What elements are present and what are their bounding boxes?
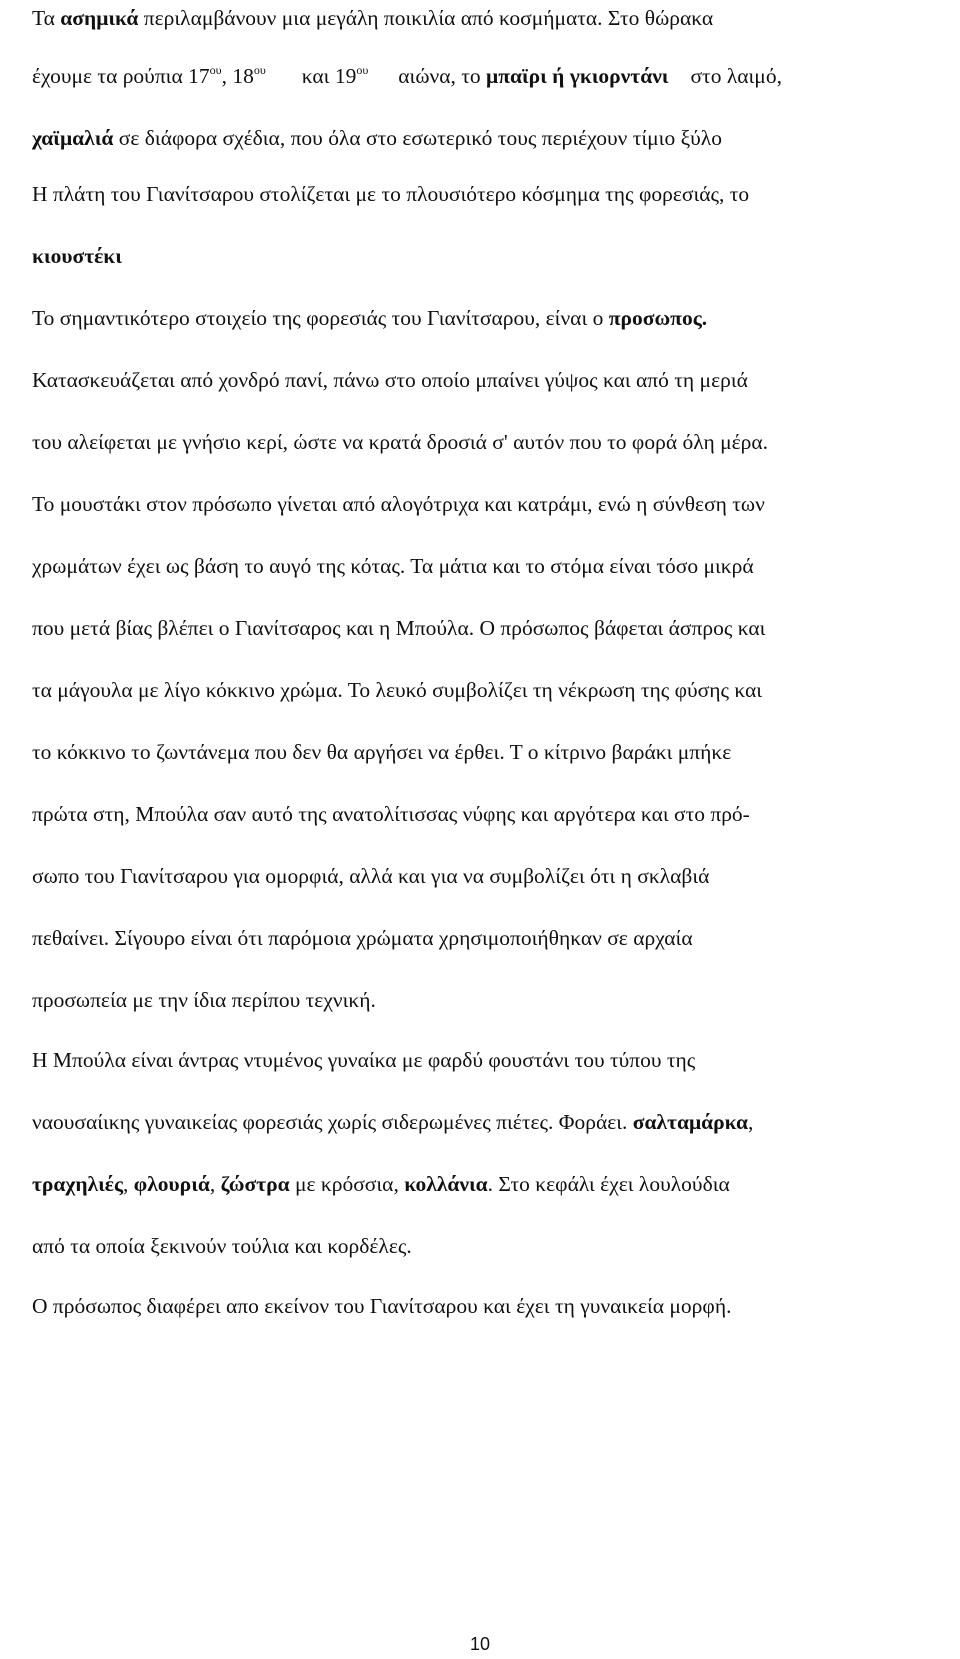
text-run: ναουσαίικης γυναικείας φορεσιάς χωρίς σιδερωμένες πιέτες. Φοράει. [32, 1110, 633, 1134]
text-line: πεθαίνει. Σίγουρο είναι ότι παρόμοια χρώματα χρησιμοποιήθηκαν σε αρχαία [32, 926, 693, 950]
text-run: . Στο κεφάλι έχει λουλούδια [487, 1172, 730, 1196]
bold-term: ζώστρα [220, 1172, 290, 1196]
superscript: ου [356, 63, 369, 77]
text-line [32, 124, 722, 152]
bold-term: προσωπος. [608, 306, 708, 330]
text-run: , [747, 1110, 754, 1134]
bold-term: μπαϊρι ή γκιορντάνι [486, 64, 669, 88]
text-line: Η Μπούλα είναι άντρας ντυμένος γυναίκα με φαρδύ φουστάνι του τύπου της [32, 1048, 696, 1072]
text-run: και 19 [301, 64, 357, 88]
text-run: με κρόσσια, [289, 1172, 405, 1196]
text-line: προσωπεία με την ίδια περίπου τεχνική. [32, 988, 376, 1012]
text-line [32, 304, 707, 332]
text-line: το κόκκινο το ζωντάνεμα που δεν θα αργήσει να έρθει. Τ ο κίτρινο βαράκι μπήκε [32, 740, 732, 764]
text-line: που μετά βίας βλέπει ο Γιανίτσαρος και η Μπούλα. Ο πρόσωπος βάφεται άσπρος και [32, 616, 766, 640]
text-run: σε διάφορα σχέδια, που όλα στο εσωτερικό τους περιέχουν τίμιο ξύλο [113, 126, 722, 150]
text-run: , 18 [221, 64, 254, 88]
bold-term: κιουστέκι [32, 244, 122, 268]
text-run: , [123, 1172, 134, 1196]
text-line: πρώτα στη, Μπούλα σαν αυτό της ανατολίτισσας νύφης και αργότερα και στο πρό- [32, 802, 750, 826]
text-line: Το μουστάκι στον πρόσωπο γίνεται από αλογότριχα και κατράμι, ενώ η σύνθεση των [32, 492, 765, 516]
text-line: Κατασκευάζεται από χονδρό πανί, πάνω στο οποίο μπαίνει γύψος και από τη μεριά [32, 368, 748, 392]
text-run: στο λαιμό, [690, 64, 782, 88]
text-run: Το σημαντικότερο στοιχείο της φορεσιάς του Γιανίτσαρου, είναι ο [32, 306, 609, 330]
text-line: Η πλάτη του Γιανίτσαρου στολίζεται με το πλουσιότερο κόσμημα της φορεσιάς, το [32, 182, 750, 206]
text-line [32, 242, 122, 270]
text-line: σωπο του Γιανίτσαρου για ομορφιά, αλλά και για να συμβολίζει ότι η σκλαβιά [32, 864, 710, 888]
bold-term: φλουριά [133, 1172, 210, 1196]
text-line [32, 1170, 730, 1198]
text-line: του αλείφεται με γνήσιο κερί, ώστε να κρατά δροσιά σ' αυτόν που το φορά όλη μέρα. [32, 430, 768, 454]
text-line: τα μάγουλα με λίγο κόκκινο χρώμα. Το λευκό συμβολίζει τη νέκρωση της φύσης και [32, 678, 763, 702]
text-run: αιώνα, το [398, 64, 486, 88]
bold-term: χαϊμαλιά [32, 126, 114, 150]
text-line [32, 1108, 753, 1136]
text-line: Ο πρόσωπος διαφέρει απο εκείνον του Γιανίτσαρου και έχει τη γυναικεία μορφή. [32, 1294, 732, 1318]
text-line [32, 62, 782, 90]
superscript: ου [253, 63, 266, 77]
superscript: ου [209, 63, 222, 77]
text-run: περιλαμβάνουν μια μεγάλη ποικιλία από κοσμήματα. Στο θώρακα [138, 6, 714, 30]
text-line: χρωμάτων έχει ως βάση το αυγό της κότας. Τα μάτια και το στόμα είναι τόσο μικρά [32, 554, 754, 578]
text-run: έχουμε τα ρούπια 17 [32, 64, 210, 88]
bold-term: σαλταμάρκα [632, 1110, 748, 1134]
bold-term: τραχηλιές [32, 1172, 124, 1196]
text-run: Τα [32, 6, 61, 30]
bold-term: ασημικά [60, 6, 139, 30]
bold-term: κολλάνια [404, 1172, 488, 1196]
text-line [32, 4, 713, 32]
text-run: , [209, 1172, 221, 1196]
page-number: 10 [469, 1634, 491, 1654]
text-line: από τα οποία ξεκινούν τούλια και κορδέλες. [32, 1234, 412, 1258]
